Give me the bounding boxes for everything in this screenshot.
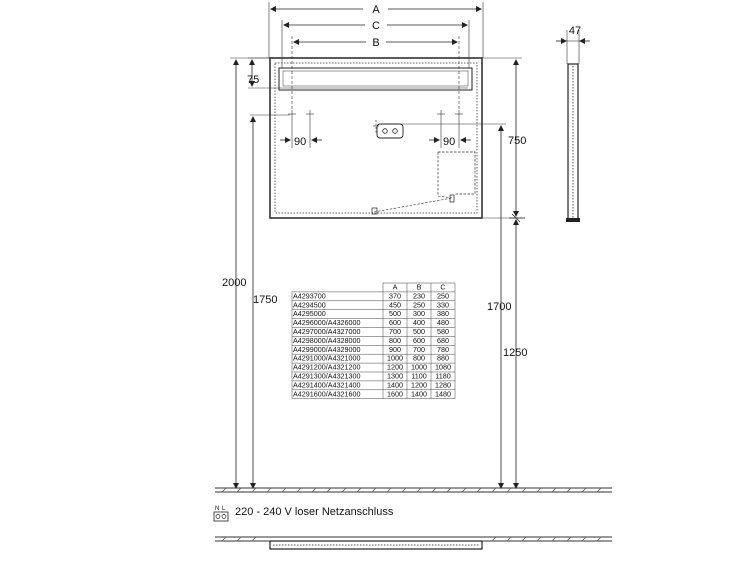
mirror-plan-view (215, 537, 612, 549)
table-row-article: A4291200/A4321200 (293, 362, 361, 372)
dim-label-1700: 1700 (487, 301, 512, 313)
table-row-value: 800 (389, 335, 401, 345)
dim-label-90-left: 90 (294, 136, 307, 148)
table-row-value: 1000 (411, 362, 427, 372)
power-note-text: 220 - 240 V loser Netzanschluss (235, 506, 394, 518)
dimension-1700 (487, 126, 511, 488)
table-row-article: A4294500 (293, 300, 326, 310)
table-row-value: 300 (413, 309, 425, 319)
table-row-article: A4291400/A4321400 (293, 380, 361, 390)
table-header-cell: B (416, 282, 422, 292)
dimension-1250 (503, 220, 527, 488)
power-icon-n: N (215, 506, 220, 512)
power-note (214, 506, 394, 521)
table-row-value: 450 (389, 300, 401, 310)
table-header-cell: C (440, 282, 446, 292)
table-row-value: 700 (413, 344, 425, 354)
dim-label-90-right: 90 (443, 136, 456, 148)
table-row-value: 1480 (435, 389, 451, 399)
table-row-article: A4291300/A4321300 (293, 371, 361, 381)
table-row-value: 230 (413, 291, 425, 301)
table-row-value: 900 (389, 344, 401, 354)
table-row-article: A4298000/A4328000 (293, 335, 361, 345)
table-row-article: A4293700 (293, 291, 326, 301)
dim-label-depth: 47 (568, 25, 582, 37)
table-row-value: 400 (413, 318, 425, 328)
table-row-article: A4291000/A4321000 (293, 353, 361, 363)
dim-label-75: 75 (247, 74, 260, 86)
table-header-cell: A (392, 282, 398, 292)
table-row-article: A4295000 (293, 309, 326, 319)
table-row-value: 780 (437, 344, 449, 354)
table-row-value: 1180 (435, 371, 451, 381)
table-row-value: 600 (389, 318, 401, 328)
dimension-depth (556, 25, 590, 64)
table-row-value: 1280 (435, 380, 451, 390)
dimension-750 (508, 60, 526, 222)
table-row-value: 1200 (411, 380, 427, 390)
table-row-value: 680 (437, 335, 449, 345)
dimension-2000 (222, 60, 246, 488)
table-row-value: 380 (437, 309, 449, 319)
table-row-value: 250 (437, 291, 449, 301)
table-row-value: 1100 (411, 371, 427, 381)
size-table (292, 283, 455, 399)
table-row-value: 1400 (387, 380, 403, 390)
table-row-article: A4297000/A4327000 (293, 327, 361, 336)
table-row-value: 1000 (387, 353, 403, 363)
table-row-value: 1400 (411, 389, 427, 399)
table-row-value: 1600 (387, 389, 403, 399)
floor-line (215, 488, 612, 492)
table-row-value: 880 (437, 353, 449, 363)
table-row-value: 800 (413, 353, 425, 363)
table-row-article: A4299000/A4329000 (293, 344, 361, 354)
dim-label-B: B (372, 37, 380, 49)
power-icon-l: L (222, 506, 226, 512)
table-row-value: 500 (389, 309, 401, 319)
dim-label-1250: 1250 (503, 347, 528, 359)
dim-label-C: C (372, 20, 380, 32)
table-row-value: 600 (413, 335, 425, 345)
table-row-value: 480 (437, 318, 449, 328)
table-row-value: 330 (437, 300, 449, 310)
table-row-article: A4296000/A4326000 (293, 318, 361, 328)
table-row-value: 1300 (387, 371, 403, 381)
table-row-value: 370 (389, 291, 401, 301)
table-row-value: 1080 (435, 362, 451, 372)
table-row-value: 700 (389, 327, 401, 336)
power-connection-icon (214, 506, 228, 521)
dim-label-2000: 2000 (222, 277, 247, 289)
dim-label-750: 750 (508, 135, 527, 147)
table-row-value: 1200 (387, 362, 403, 372)
dim-label-1750: 1750 (253, 294, 278, 306)
table-row-value: 500 (413, 327, 425, 336)
dim-label-A: A (372, 4, 380, 16)
table-row-value: 250 (413, 300, 425, 310)
table-row-value: 580 (437, 327, 449, 336)
mirror-side-view (566, 64, 580, 222)
table-row-article: A4291600/A4321600 (293, 389, 361, 399)
